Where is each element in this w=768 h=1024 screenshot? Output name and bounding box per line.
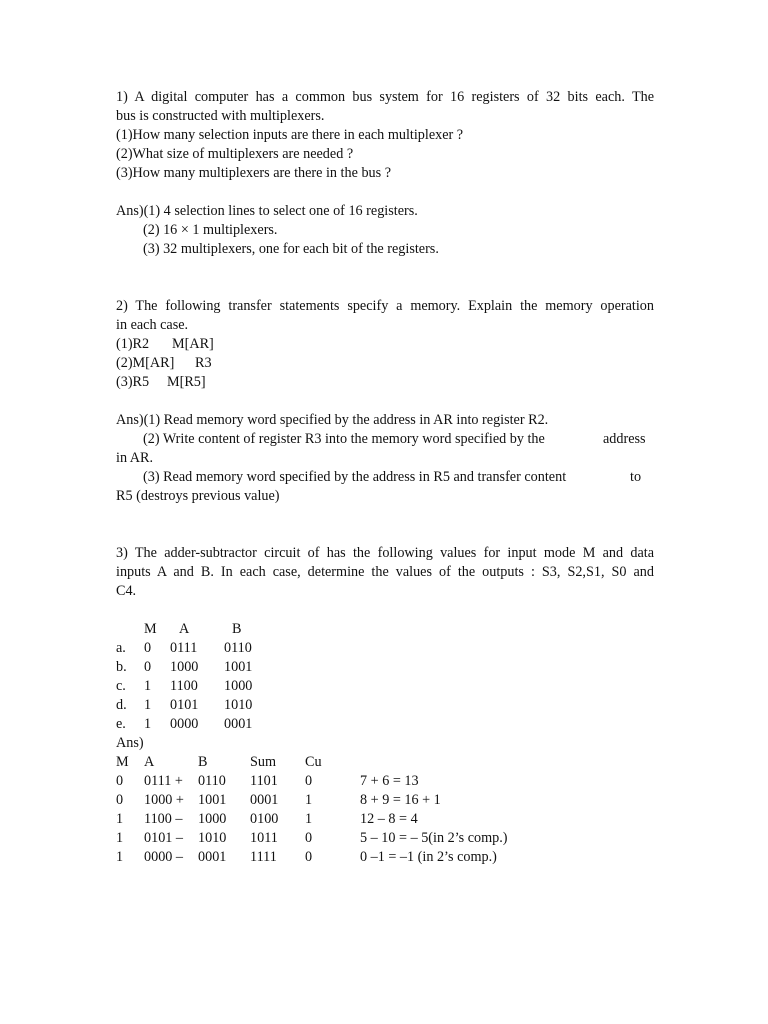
q3-row-b: 1000 bbox=[224, 678, 253, 694]
q1-sub-3: (3)How many multiplexers are there in the bus ? bbox=[116, 165, 391, 181]
q3-ans-b: 0110 bbox=[198, 773, 226, 789]
q1-sub-1: (1)How many selection inputs are there in each multiplexer ? bbox=[116, 127, 464, 143]
q1-line-2: bus is constructed with multiplexers. bbox=[116, 108, 325, 124]
q3-ans-sum: 1101 bbox=[250, 773, 278, 789]
q1-answer-3: (3) 32 multiplexers, one for each bit of the registers. bbox=[143, 241, 439, 257]
q3-ans-note: 12 – 8 = 4 bbox=[360, 811, 418, 827]
q1-sub-2: (2)What size of multiplexers are needed ? bbox=[116, 146, 354, 162]
q3-row-a: 0000 bbox=[170, 716, 199, 732]
q3-row-a: 0111 bbox=[170, 640, 198, 656]
q3-row-label: a. bbox=[116, 640, 126, 656]
q3-row-b: 1010 bbox=[224, 697, 253, 713]
q3-ans-cu: 0 bbox=[305, 849, 313, 865]
q2-line-2: in each case. bbox=[116, 317, 189, 333]
q3-row-m: 1 bbox=[144, 678, 152, 694]
q1-answer-2: (2) 16 × 1 multiplexers. bbox=[143, 222, 278, 238]
q3-row-label: b. bbox=[116, 659, 127, 675]
q2-answer-2-cont: address bbox=[603, 431, 646, 447]
q3-row-label: e. bbox=[116, 716, 126, 732]
q3-ans-a: 1100 – bbox=[144, 811, 183, 827]
q2-stmt-1-src: M[AR] bbox=[172, 336, 214, 352]
q3-row-label: d. bbox=[116, 697, 127, 713]
q3-ans-sum: 1011 bbox=[250, 830, 278, 846]
q3-col-b-header: B bbox=[232, 621, 242, 637]
q3-ans-b: 1010 bbox=[198, 830, 227, 846]
q2-answer-3-cont: to bbox=[630, 469, 642, 485]
q3-row-b: 0110 bbox=[224, 640, 252, 656]
q3-row-label: c. bbox=[116, 678, 126, 694]
q3-line-2: inputs A and B. In each case, determine the values of the outputs : S3, S2,S1, S0 and bbox=[116, 564, 654, 580]
q3-ans-m: 0 bbox=[116, 792, 124, 808]
q3-ans-cu: 0 bbox=[305, 830, 313, 846]
q2-line-1: 2) The following transfer statements specify a memory. Explain the memory operation bbox=[116, 298, 654, 314]
q2-stmt-3-dest: (3)R5 bbox=[116, 374, 150, 390]
q2-answer-2: (2) Write content of register R3 into the memory word specified by the bbox=[143, 431, 545, 447]
q2-answer-3-tail: R5 (destroys previous value) bbox=[116, 488, 280, 504]
q3-ans-cu: 1 bbox=[305, 792, 313, 808]
q3-ans-a: 0101 – bbox=[144, 830, 184, 846]
q3-row-b: 0001 bbox=[224, 716, 253, 732]
q3-col-m-header: M bbox=[144, 621, 157, 637]
q3-ans-a: 0111 + bbox=[144, 773, 183, 789]
q2-answer-2-tail: in AR. bbox=[116, 450, 154, 466]
q3-col-a-header: A bbox=[179, 621, 190, 637]
q3-ans-m: 1 bbox=[116, 830, 124, 846]
q3-ans-b: 1000 bbox=[198, 811, 227, 827]
q3-line-1: 3) The adder-subtractor circuit of has the following values for input mode M and data bbox=[116, 545, 654, 561]
q2-answer-1: Ans)(1) Read memory word specified by the address in AR into register R2. bbox=[116, 412, 549, 428]
q3-ans-m: 1 bbox=[116, 849, 124, 865]
q3-ans-note: 8 + 9 = 16 + 1 bbox=[360, 792, 441, 808]
q3-ans-note: 7 + 6 = 13 bbox=[360, 773, 419, 789]
q3-row-a: 1000 bbox=[170, 659, 199, 675]
q3-ans-cu: 0 bbox=[305, 773, 313, 789]
q3-ans-b: 0001 bbox=[198, 849, 227, 865]
q2-stmt-2-dest: (2)M[AR] bbox=[116, 355, 175, 371]
q2-stmt-3-src: M[R5] bbox=[167, 374, 206, 390]
q3-ans-sum: 0100 bbox=[250, 811, 279, 827]
q3-ans-sum: 1111 bbox=[250, 849, 277, 865]
q3-ans-note: 5 – 10 = – 5(in 2’s comp.) bbox=[360, 830, 508, 846]
q3-row-m: 0 bbox=[144, 640, 152, 656]
q3-row-m: 1 bbox=[144, 716, 152, 732]
q3-row-a: 0101 bbox=[170, 697, 199, 713]
q3-ans-col-sum-header: Sum bbox=[250, 754, 277, 770]
q1-line-1: 1) A digital computer has a common bus system for 16 registers of 32 bits each. The bbox=[116, 89, 654, 105]
q3-row-m: 1 bbox=[144, 697, 152, 713]
q3-ans-col-a-header: A bbox=[144, 754, 155, 770]
q1-answer-1: Ans)(1) 4 selection lines to select one of 16 registers. bbox=[116, 203, 418, 219]
q3-ans-label: Ans) bbox=[116, 735, 144, 751]
q2-answer-3: (3) Read memory word specified by the address in R5 and transfer content bbox=[143, 469, 567, 485]
q3-ans-m: 1 bbox=[116, 811, 124, 827]
q3-row-b: 1001 bbox=[224, 659, 253, 675]
q3-row-a: 1100 bbox=[170, 678, 198, 694]
q3-ans-col-b-header: B bbox=[198, 754, 208, 770]
q2-stmt-2-src: R3 bbox=[195, 355, 212, 371]
q3-ans-note: 0 –1 = –1 (in 2’s comp.) bbox=[360, 849, 497, 865]
q3-ans-b: 1001 bbox=[198, 792, 227, 808]
q3-ans-a: 0000 – bbox=[144, 849, 184, 865]
q3-line-3: C4. bbox=[116, 583, 137, 599]
q3-ans-cu: 1 bbox=[305, 811, 313, 827]
q2-stmt-1-dest: (1)R2 bbox=[116, 336, 150, 352]
q3-ans-col-cu-header: Cu bbox=[305, 754, 322, 770]
q3-row-m: 0 bbox=[144, 659, 152, 675]
q3-ans-sum: 0001 bbox=[250, 792, 279, 808]
q3-ans-m: 0 bbox=[116, 773, 124, 789]
q3-ans-col-m-header: M bbox=[116, 754, 129, 770]
q3-ans-a: 1000 + bbox=[144, 792, 184, 808]
